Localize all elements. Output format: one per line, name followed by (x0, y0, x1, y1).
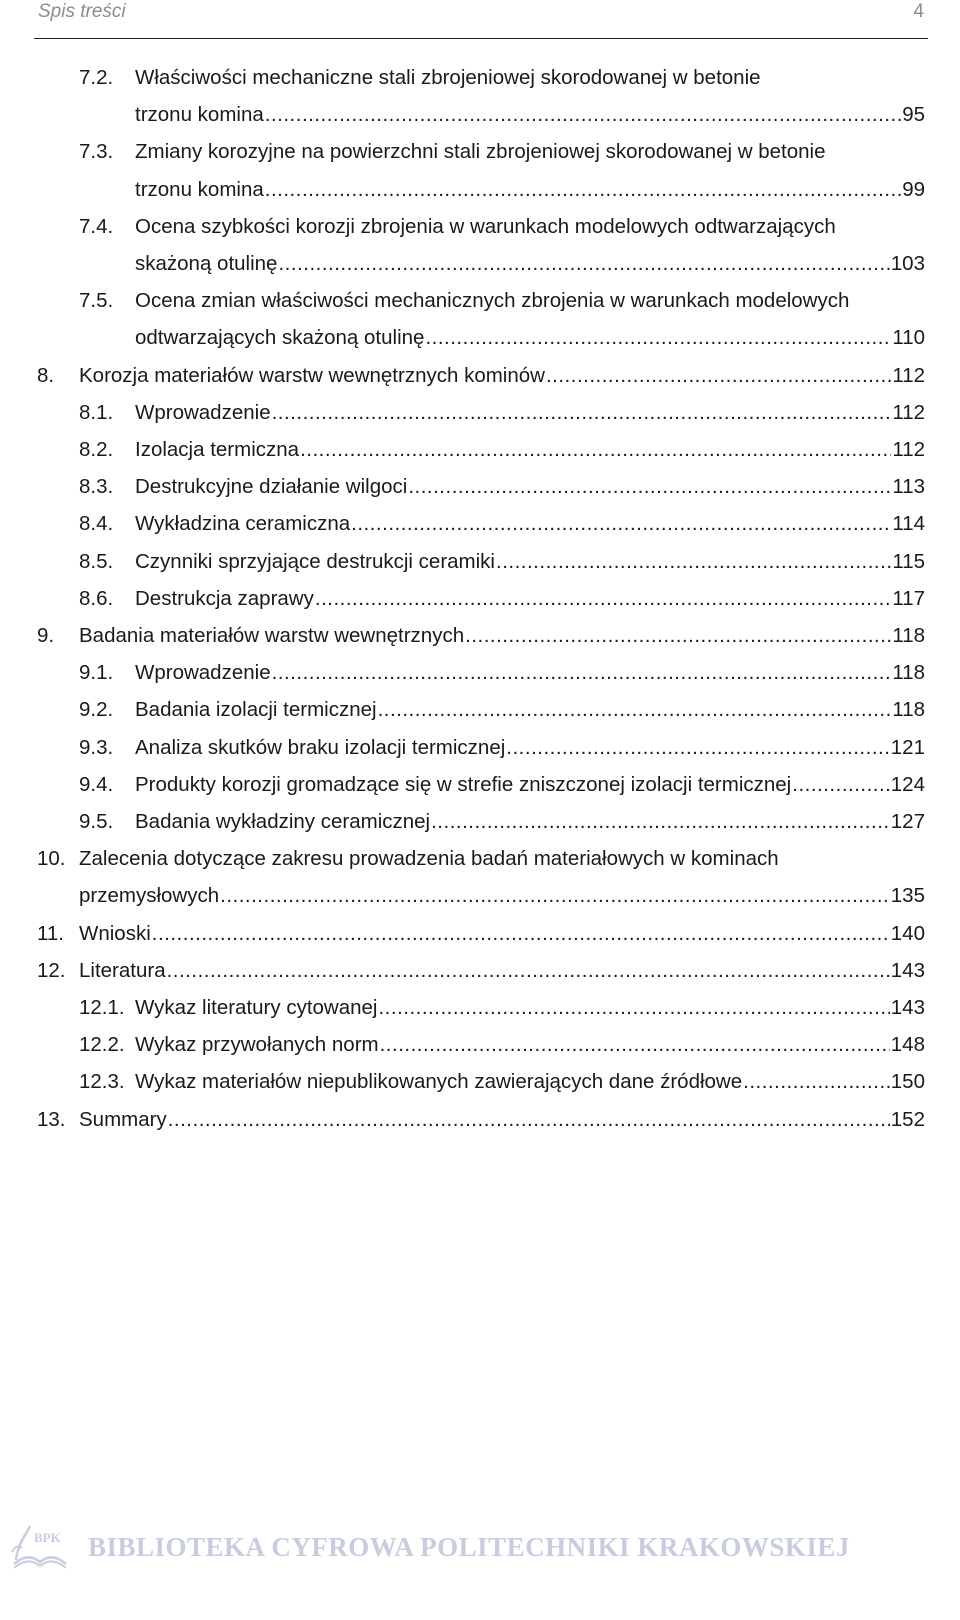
dot-leader (546, 357, 891, 394)
dot-leader (408, 468, 891, 505)
toc-entry-page: 103 (890, 252, 925, 276)
dot-leader (220, 877, 890, 914)
toc-entry-page: 140 (890, 921, 925, 945)
toc-entry-page: 150 (890, 1070, 925, 1094)
dot-leader (278, 245, 889, 282)
toc-entry-title: Wykładzina ceramiczna (135, 512, 351, 536)
toc-entry-number: 8.2. (79, 438, 114, 462)
page-header (34, 0, 928, 39)
toc-entry[interactable] (0, 357, 960, 394)
toc-entry-title: Literatura (79, 958, 166, 982)
toc-entry-number: 13. (37, 1107, 66, 1131)
header-title: Spis treści (38, 1, 126, 22)
toc-entry-title: Izolacja termiczna (135, 438, 300, 462)
dot-leader (300, 431, 891, 468)
library-name: BIBLIOTEKA CYFROWA POLITECHNIKI KRAKOWSKIEJ (88, 1532, 850, 1562)
toc-entry-page: 99 (902, 177, 925, 201)
toc-entry-page: 152 (890, 1107, 925, 1131)
toc-entry-title-line: Ocena szybkości korozji zbrojenia w warunkach modelowych odtwarzających (135, 214, 836, 238)
toc-entry[interactable] (0, 1026, 960, 1063)
dot-leader (351, 505, 891, 542)
dot-leader (265, 96, 901, 133)
toc-entry[interactable] (0, 1101, 960, 1138)
toc-entry[interactable] (0, 505, 960, 542)
toc-entry-number: 9.5. (79, 810, 114, 834)
toc-entry-page: 118 (892, 661, 925, 685)
dot-leader (378, 691, 892, 728)
dot-leader (380, 1026, 890, 1063)
dot-leader (465, 617, 891, 654)
toc-entry[interactable] (0, 989, 960, 1026)
toc-entry[interactable] (0, 617, 960, 654)
header-page-number: 4 (913, 1, 924, 22)
dot-leader (506, 729, 890, 766)
toc-entry-number: 8.5. (79, 549, 114, 573)
toc-entry-number: 8.6. (79, 586, 114, 610)
toc-entry[interactable] (0, 431, 960, 468)
toc-entry-page: 148 (890, 1033, 925, 1057)
toc-entry-page: 143 (890, 958, 925, 982)
toc-entry-title: odtwarzających skażoną otulinę (135, 326, 425, 350)
toc-entry-page: 118 (892, 624, 925, 648)
toc-entry[interactable] (0, 468, 960, 505)
dot-leader (152, 915, 890, 952)
toc-entry-title: Wprowadzenie (135, 400, 271, 424)
dot-leader (496, 543, 891, 580)
dot-leader (792, 766, 890, 803)
toc-entry[interactable] (0, 840, 960, 914)
dot-leader (168, 1101, 890, 1138)
toc-entry-title: Badania izolacji termicznej (135, 698, 377, 722)
toc-entry-page: 112 (892, 363, 925, 387)
toc-entry-page: 112 (892, 400, 925, 424)
toc-entry-number: 8.1. (79, 400, 114, 424)
toc-entry-page: 124 (890, 772, 925, 796)
toc-entry-number: 8. (37, 363, 55, 387)
toc-entry-number: 9.3. (79, 735, 114, 759)
toc-entry-title: Badania materiałów warstw wewnętrznych (79, 624, 465, 648)
toc-entry-number: 8.4. (79, 512, 114, 536)
toc-entry-title: Wprowadzenie (135, 661, 271, 685)
toc-entry-title-line: Zalecenia dotyczące zakresu prowadzenia badań materiałowych w kominach (79, 847, 779, 871)
toc-entry-number: 12.1. (79, 996, 125, 1020)
toc-entry[interactable] (0, 282, 960, 356)
toc-entry-title: trzonu komina (135, 103, 264, 127)
toc-entry-title: Wykaz literatury cytowanej (135, 996, 378, 1020)
toc-entry-number: 7.4. (79, 214, 114, 238)
toc-entry-page: 135 (890, 884, 925, 908)
toc-entry[interactable] (0, 766, 960, 803)
toc-entry[interactable] (0, 59, 960, 133)
toc-entry-title: skażoną otulinę (135, 252, 278, 276)
dot-leader (315, 580, 891, 617)
toc-entry-number: 9.4. (79, 772, 114, 796)
toc-entry-number: 9.2. (79, 698, 114, 722)
toc-entry-number: 12.3. (79, 1070, 125, 1094)
toc-entry[interactable] (0, 580, 960, 617)
toc-entry-number: 9. (37, 624, 55, 648)
toc-entry[interactable] (0, 1063, 960, 1100)
toc-entry-page: 117 (892, 586, 925, 610)
toc-entry-number: 11. (37, 921, 64, 945)
toc-entry-title: Korozja materiałów warstw wewnętrznych kominów (79, 363, 545, 387)
dot-leader (167, 952, 890, 989)
toc-entry-page: 95 (902, 103, 925, 127)
toc-entry[interactable] (0, 208, 960, 282)
book-logo-icon (8, 1522, 72, 1572)
dot-leader (265, 171, 901, 208)
toc-entry[interactable] (0, 133, 960, 207)
table-of-contents (0, 59, 960, 1138)
toc-entry-title: przemysłowych (79, 884, 220, 908)
dot-leader (378, 989, 889, 1026)
toc-entry-title: Analiza skutków braku izolacji termicznej (135, 735, 506, 759)
toc-entry-page: 110 (892, 326, 925, 350)
toc-entry-title: Badania wykładziny ceramicznej (135, 810, 431, 834)
toc-entry-page: 113 (892, 475, 925, 499)
toc-entry-number: 7.5. (79, 289, 114, 313)
toc-entry-number: 10. (37, 847, 66, 871)
toc-entry-title: Czynniki sprzyjające destrukcji ceramiki (135, 549, 495, 573)
dot-leader (743, 1063, 890, 1100)
toc-entry-page: 143 (890, 996, 925, 1020)
toc-entry-title: Produkty korozji gromadzące się w strefie zniszczonej izolacji termicznej (135, 772, 792, 796)
dot-leader (425, 319, 891, 356)
toc-entry-title-line: Zmiany korozyjne na powierzchni stali zbrojeniowej skorodowanej w betonie (135, 140, 826, 164)
toc-entry-page: 127 (890, 810, 925, 834)
toc-entry[interactable] (0, 803, 960, 840)
dot-leader (431, 803, 890, 840)
toc-entry-page: 114 (892, 512, 925, 536)
toc-entry-number: 7.3. (79, 140, 114, 164)
toc-entry-number: 12. (37, 958, 66, 982)
toc-entry-title-line: Ocena zmian właściwości mechanicznych zbrojenia w warunkach modelowych (135, 289, 850, 313)
toc-entry-number: 12.2. (79, 1033, 125, 1057)
dot-leader (272, 654, 892, 691)
toc-entry-number: 7.2. (79, 66, 114, 89)
logo-text: BPK (34, 1530, 61, 1545)
toc-entry[interactable] (0, 691, 960, 728)
toc-entry-title: trzonu komina (135, 177, 264, 201)
toc-entry-page: 118 (892, 698, 925, 722)
toc-entry-number: 8.3. (79, 475, 114, 499)
toc-entry-title: Destrukcyjne działanie wilgoci (135, 475, 408, 499)
toc-entry-title-line: Właściwości mechaniczne stali zbrojeniowej skorodowanej w betonie (135, 66, 761, 89)
library-footer (8, 1520, 928, 1576)
toc-entry[interactable] (0, 394, 960, 431)
toc-entry-title: Summary (79, 1107, 167, 1131)
dot-leader (272, 394, 892, 431)
toc-entry-page: 112 (892, 438, 925, 462)
toc-entry[interactable] (0, 952, 960, 989)
toc-entry[interactable] (0, 915, 960, 952)
toc-entry[interactable] (0, 654, 960, 691)
toc-entry-number: 9.1. (79, 661, 114, 685)
toc-entry[interactable] (0, 729, 960, 766)
toc-entry-title: Wykaz przywołanych norm (135, 1033, 379, 1057)
toc-entry-title: Destrukcja zaprawy (135, 586, 314, 610)
toc-entry-page: 121 (890, 735, 925, 759)
toc-entry-title: Wnioski (79, 921, 151, 945)
toc-entry-page: 115 (892, 549, 925, 573)
toc-entry-title: Wykaz materiałów niepublikowanych zawierających dane źródłowe (135, 1070, 743, 1094)
toc-entry[interactable] (0, 543, 960, 580)
